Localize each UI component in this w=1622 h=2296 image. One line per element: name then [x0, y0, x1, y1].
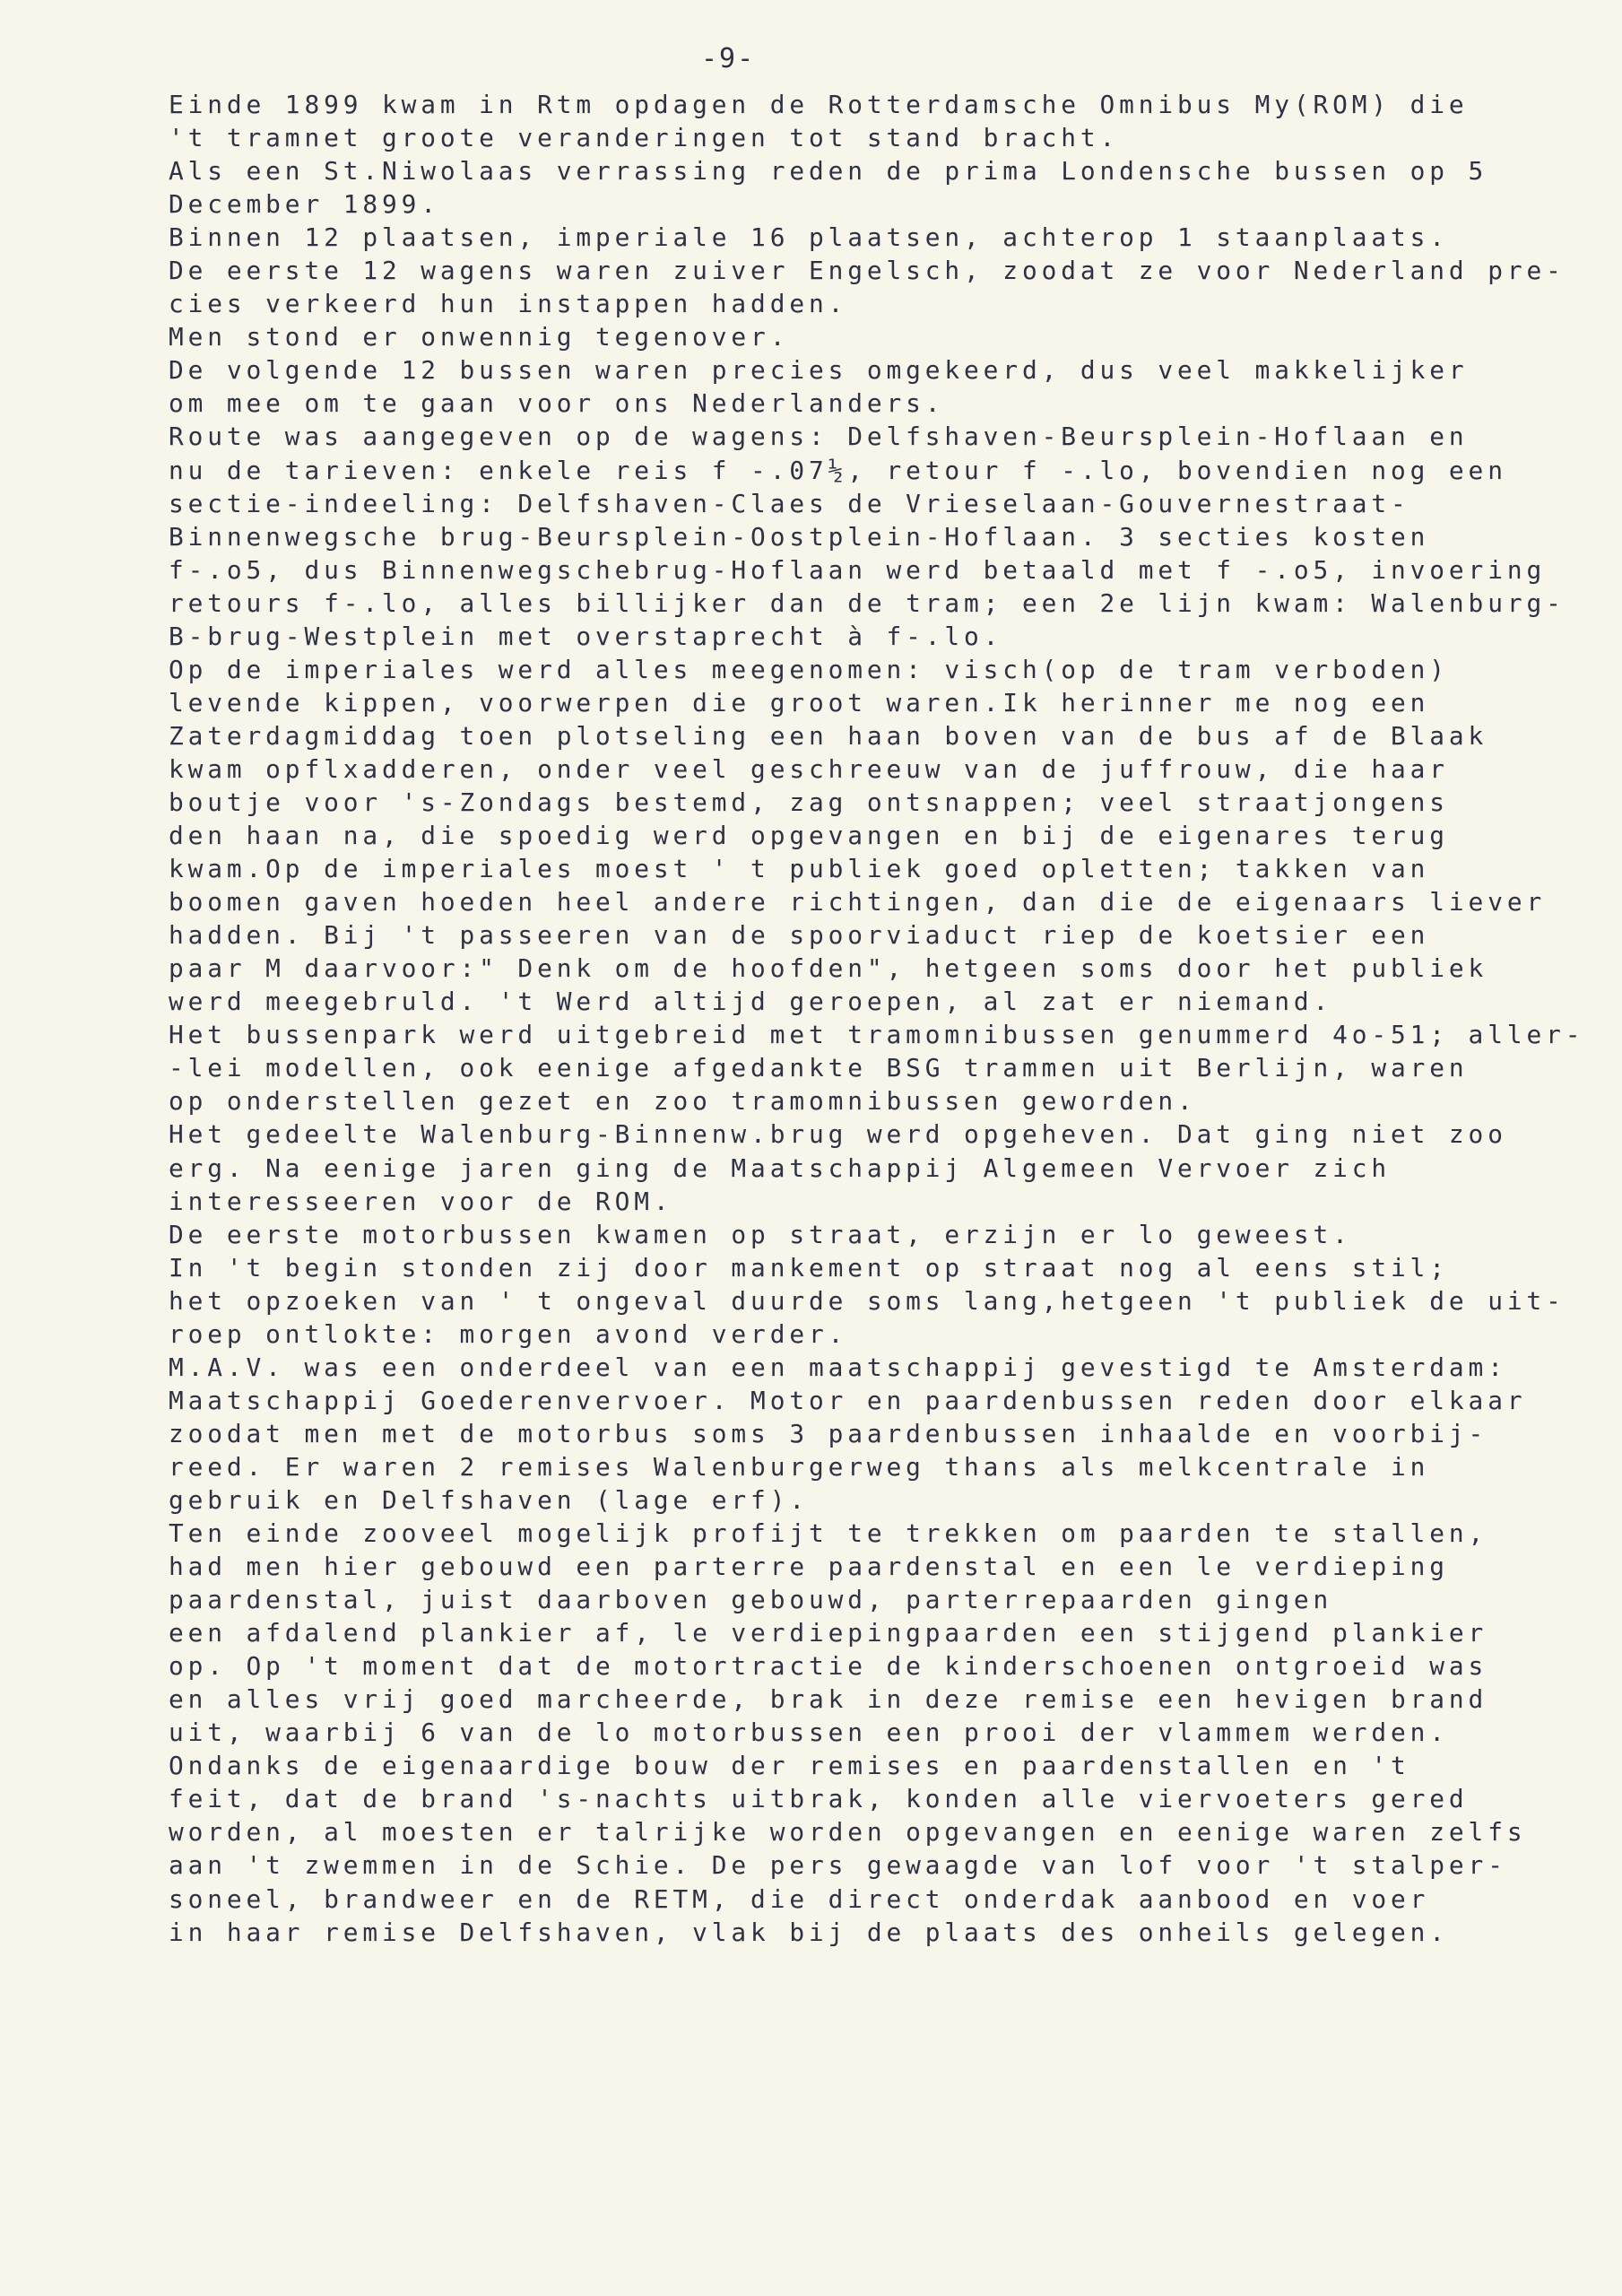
text-line: interesseeren voor de ROM. [169, 1186, 673, 1216]
text-line: boutje voor 's-Zondags bestemd, zag ontsnappen; veel straatjongens [169, 787, 1449, 817]
text-line: Op de imperiales werd alles meegenomen: visch(op de tram verboden) [169, 654, 1449, 684]
text-line: aan 't zwemmen in de Schie. De pers gewaagde van lof voor 't stalper- [169, 1850, 1507, 1881]
text-line: reed. Er waren 2 remises Walenburgerweg thans als melkcentrale in [169, 1451, 1430, 1482]
text-line: erg. Na eenige jaren ging de Maatschappij Algemeen Vervoer zich [169, 1152, 1392, 1183]
text-line: sectie-indeeling: Delfshaven-Claes de Vrieselaan-Gouvernestraat- [169, 488, 1410, 518]
typewritten-body-text [169, 88, 1621, 1949]
text-line: 't tramnet groote veranderingen tot stand bracht. [169, 123, 1120, 153]
text-line: De volgende 12 bussen waren precies omgekeerd, dus veel makkelijker [169, 355, 1469, 386]
page-number: -9- [701, 43, 756, 74]
text-line: kwam opflxadderen, onder veel geschreeuw van de juffrouw, die haar [169, 753, 1449, 784]
text-line: cies verkeerd hun instappen hadden. [169, 289, 848, 319]
text-line: roep ontlokte: morgen avond verder. [169, 1318, 848, 1349]
text-line: en alles vrij goed marcheerde, brak in deze remise een hevigen brand [169, 1684, 1488, 1715]
text-line: paardenstal, juist daarboven gebouwd, parterrepaarden gingen [169, 1585, 1333, 1615]
text-line: gebruik en Delfshaven (lage erf). [169, 1484, 809, 1515]
text-line: De eerste motorbussen kwamen op straat, erzijn er lo geweest. [169, 1219, 1352, 1249]
text-line: worden, al moesten er talrijke worden opgevangen en eenige waren zelfs [169, 1817, 1527, 1848]
text-line: werd meegebruld. 't Werd altijd geroepen, al zat er niemand. [169, 987, 1333, 1017]
text-line: f-.o5, dus Binnenwegschebrug-Hoflaan werd betaald met f -.o5, invoering [169, 554, 1547, 585]
text-line: Ondanks de eigenaardige bouw der remises en paardenstallen en 't [169, 1751, 1410, 1781]
text-line: kwam.Op de imperiales moest ' t publiek goed opletten; takken van [169, 854, 1430, 884]
text-line: op. Op 't moment dat de motortractie de kinderschoenen ontgroeid was [169, 1651, 1488, 1682]
text-line: Men stond er onwennig tegenover. [169, 322, 790, 352]
text-line: B-brug-Westplein met overstaprecht à f-.lo. [169, 621, 1003, 651]
text-line: Binnen 12 plaatsen, imperiale 16 plaatsen, achterop 1 staanplaats. [169, 222, 1449, 253]
text-line: Zaterdagmiddag toen plotseling een haan boven van de bus af de Blaak [169, 720, 1488, 751]
text-line: in haar remise Delfshaven, vlak bij de plaats des onheils gelegen. [169, 1917, 1449, 1947]
text-line: het opzoeken van ' t ongeval duurde soms lang,hetgeen 't publiek de uit- [169, 1285, 1566, 1316]
text-line: In 't begin stonden zij door mankement op straat nog al eens stil; [169, 1252, 1449, 1283]
text-line: levende kippen, voorwerpen die groot waren.Ik herinner me nog een [169, 687, 1430, 718]
text-line: feit, dat de brand 's-nachts uitbrak, konden alle viervoeters gered [169, 1784, 1469, 1814]
text-line: Het gedeelte Walenburg-Binnenw.brug werd opgeheven. Dat ging niet zoo [169, 1119, 1507, 1150]
text-line: -lei modellen, ook eenige afgedankte BSG trammen uit Berlijn, waren [169, 1053, 1469, 1083]
text-line: soneel, brandweer en de RETM, die direct onderdak aanbood en voer [169, 1883, 1430, 1914]
text-line: zoodat men met de motorbus soms 3 paardenbussen inhaalde en voorbij- [169, 1418, 1488, 1448]
text-line: op onderstellen gezet en zoo tramomnibussen geworden. [169, 1086, 1197, 1117]
text-line: hadden. Bij 't passeeren van de spoorviaduct riep de koetsier een [169, 920, 1430, 951]
text-line: Binnenwegsche brug-Beursplein-Oostplein-Hoflaan. 3 secties kosten [169, 521, 1430, 552]
text-line: Ten einde zooveel mogelijk profijt te trekken om paarden te stallen, [169, 1518, 1488, 1549]
text-line: Maatschappij Goederenvervoer. Motor en paardenbussen reden door elkaar [169, 1385, 1527, 1415]
text-line: paar M daarvoor:" Denk om de hoofden", hetgeen soms door het publiek [169, 953, 1488, 984]
text-line: December 1899. [169, 189, 440, 220]
text-line: nu de tarieven: enkele reis f -.07½, retour f -.lo, bovendien nog een [169, 455, 1507, 485]
text-line: om mee om te gaan voor ons Nederlanders. [169, 388, 945, 419]
text-line: M.A.V. was een onderdeel van een maatschappij gevestigd te Amsterdam: [169, 1352, 1507, 1382]
text-line: Einde 1899 kwam in Rtm opdagen de Rotterdamsche Omnibus My(ROM) die [169, 90, 1469, 119]
text-line: boomen gaven hoeden heel andere richtingen, dan die de eigenaars liever [169, 887, 1547, 918]
text-line: Route was aangegeven op de wagens: Delfshaven-Beursplein-Hoflaan en [169, 422, 1469, 452]
text-line: Als een St.Niwolaas verrassing reden de prima Londensche bussen op 5 [169, 156, 1488, 187]
text-line: De eerste 12 wagens waren zuiver Engelsch, zoodat ze voor Nederland pre- [169, 256, 1566, 286]
text-line: uit, waarbij 6 van de lo motorbussen een prooi der vlammem werden. [169, 1718, 1449, 1748]
text-line: den haan na, die spoedig werd opgevangen en bij de eigenares terug [169, 821, 1449, 851]
text-line: Het bussenpark werd uitgebreid met tramomnibussen genummerd 4o-51; aller- [169, 1020, 1585, 1050]
text-line: een afdalend plankier af, le verdiepingpaarden een stijgend plankier [169, 1618, 1488, 1648]
text-line: had men hier gebouwd een parterre paardenstal en een le verdieping [169, 1552, 1449, 1582]
text-line: retours f-.lo, alles billijker dan de tram; een 2e lijn kwam: Walenburg- [169, 587, 1566, 618]
